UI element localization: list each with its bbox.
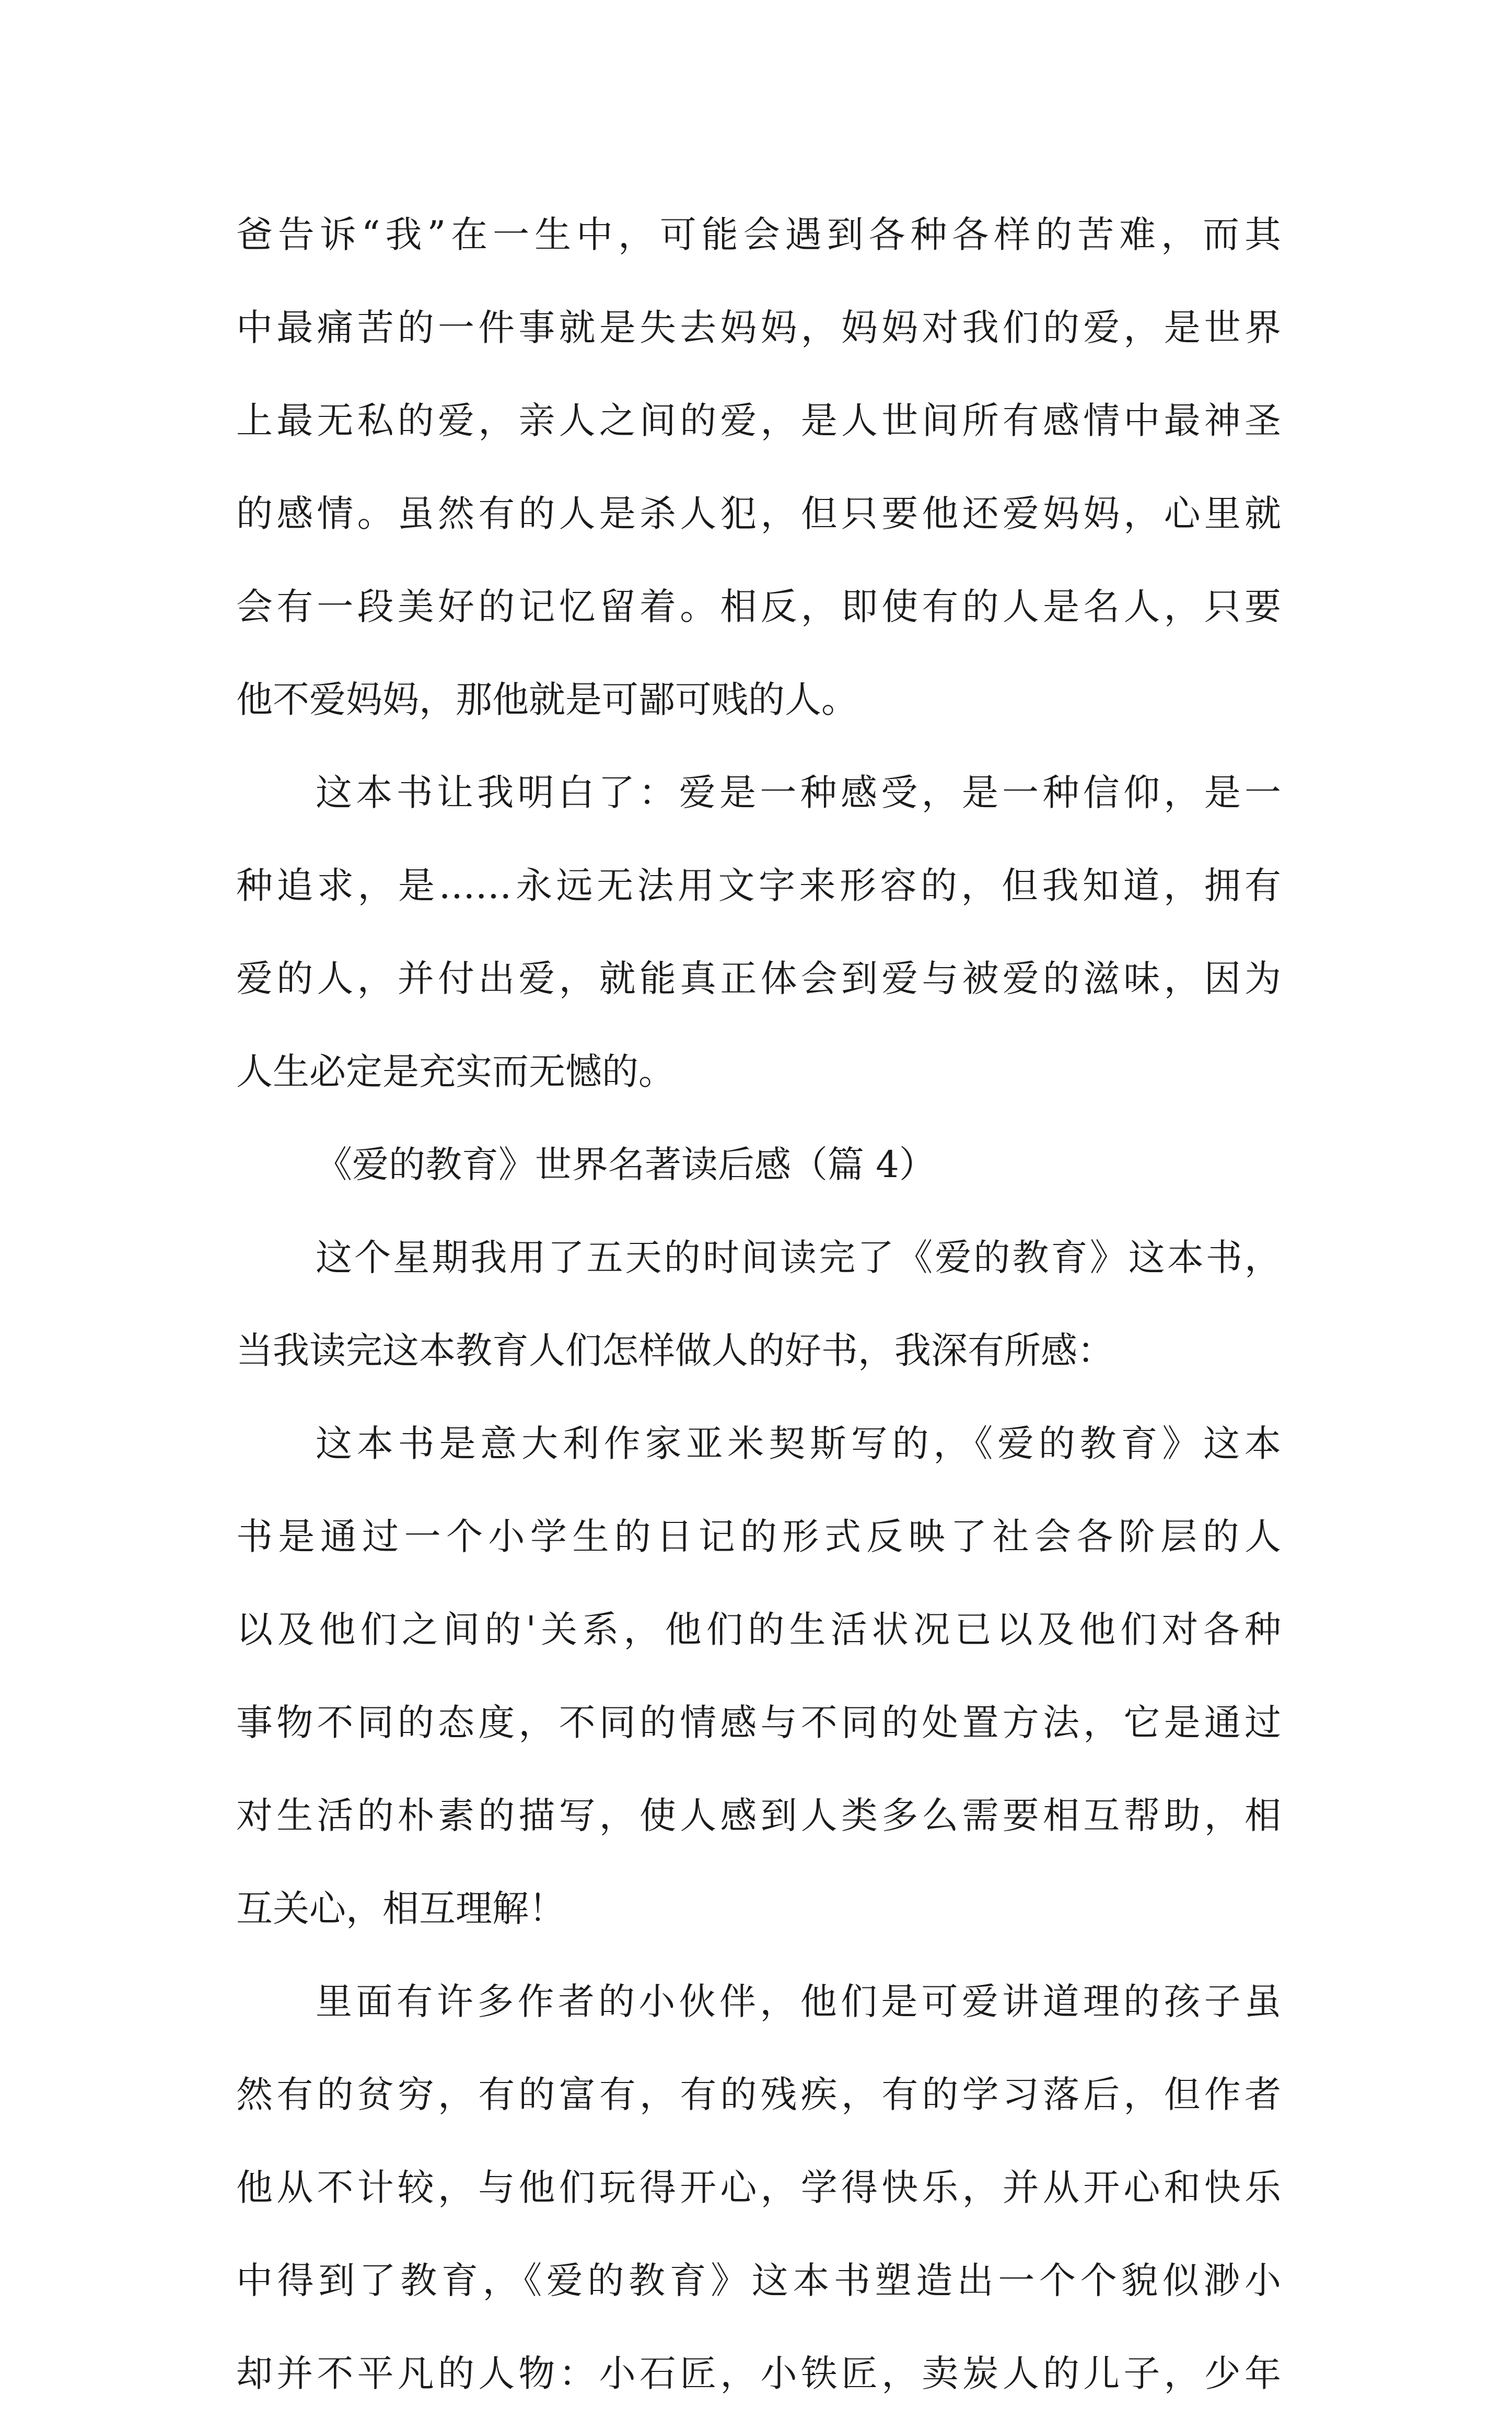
text-line: 却并不平凡的人物：小石匠，小铁匠，卖炭人的儿子，少年 (236, 2352, 1281, 2395)
text-line: 中最痛苦的一件事就是失去妈妈，妈妈对我们的爱，是世界 (236, 306, 1281, 349)
text-line: 事物不同的态度，不同的情感与不同的处置方法，它是通过 (236, 1701, 1281, 1744)
text-line: 互关心，相互理解！ (236, 1887, 565, 1930)
body-text (236, 188, 1281, 2420)
text-line: 人生必定是充实而无憾的。 (236, 1050, 675, 1093)
text-line: 里面有许多作者的小伙伴，他们是可爱讲道理的孩子虽 (316, 1980, 1281, 2023)
text-line: 上最无私的爱，亲人之间的爱，是人世间所有感情中最神圣 (236, 399, 1281, 442)
text-line: 这个星期我用了五天的时间读完了《爱的教育》这本书， (316, 1236, 1281, 1279)
text-line: 种追求，是……永远无法用文字来形容的，但我知道，拥有 (236, 864, 1281, 907)
text-line: 会有一段美好的记忆留着。相反，即使有的人是名人，只要 (236, 585, 1281, 628)
text-line: 他不爱妈妈，那他就是可鄙可贱的人。 (236, 678, 858, 721)
text-line: 的感情。虽然有的人是杀人犯，但只要他还爱妈妈，心里就 (236, 492, 1281, 535)
text-line: 以及他们之间的'关系，他们的生活状况已以及他们对各种 (236, 1608, 1281, 1651)
text-line: 中得到了教育，《爱的教育》这本书塑造出一个个貌似渺小 (236, 2259, 1281, 2302)
text-line: 对生活的朴素的描写，使人感到人类多么需要相互帮助，相 (236, 1794, 1281, 1837)
section-heading: 《爱的教育》世界名著读后感（篇 4） (316, 1143, 936, 1186)
text-line: 当我读完这本教育人们怎样做人的好书，我深有所感： (236, 1329, 1114, 1372)
text-line: 爸告诉“我”在一生中，可能会遇到各种各样的苦难，而其 (236, 213, 1281, 256)
text-line: 书是通过一个小学生的日记的形式反映了社会各阶层的人 (236, 1515, 1281, 1558)
text-line: 然有的贫穷，有的富有，有的残疾，有的学习落后，但作者 (236, 2073, 1281, 2116)
text-line: 爱的人，并付出爱，就能真正体会到爱与被爱的滋味，因为 (236, 957, 1281, 1000)
text-line: 这本书是意大利作家亚米契斯写的，《爱的教育》这本 (316, 1422, 1281, 1465)
text-line: 这本书让我明白了：爱是一种感受，是一种信仰，是一 (316, 771, 1281, 814)
text-line: 他从不计较，与他们玩得开心，学得快乐，并从开心和快乐 (236, 2166, 1281, 2209)
